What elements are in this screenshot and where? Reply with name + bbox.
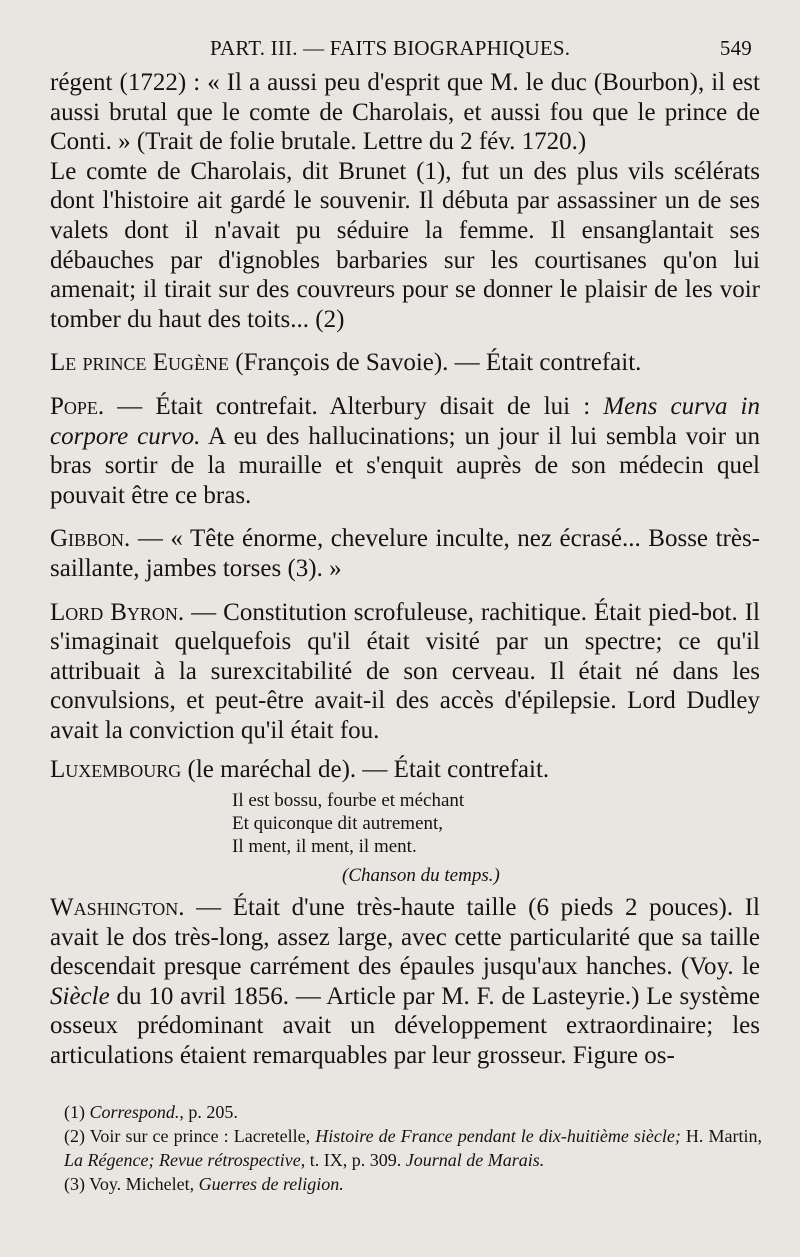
entry-washington <box>50 893 760 1071</box>
entry-text: (le maréchal de). — Était contrefait. <box>181 756 550 784</box>
entry-text: (François de Savoie). — Était contrefait. <box>229 349 642 377</box>
journal-title: Siècle <box>50 982 110 1010</box>
verse-credit: (Chanson du temps.) <box>342 865 500 887</box>
entry-name: Washington. <box>50 894 185 922</box>
body-text <box>50 68 760 1071</box>
footnote-mark: (1) <box>64 1102 90 1122</box>
paragraph-charolais <box>50 157 760 335</box>
footnote-text: H. Martin, <box>680 1126 762 1146</box>
verse-block <box>232 789 760 887</box>
footnote-italic: La Régence; Revue rétrospective, <box>64 1150 306 1170</box>
entry-text: — Était contrefait. Alterbury disait de lui : <box>104 392 604 420</box>
footnote-italic: Histoire de France pendant le dix-huitième siècle; <box>315 1126 681 1146</box>
entry-text: — « Tête énorme, chevelure inculte, nez écrasé... Bosse très-saillante, jambes torses (3). » <box>50 525 760 582</box>
footnote-text: t. IX, p. 309. <box>305 1150 406 1170</box>
latin-quote: Mens curva in corpore curvo. <box>50 392 760 450</box>
verse-line: Et quiconque dit autrement, <box>232 813 444 835</box>
entry-eugene <box>50 348 760 378</box>
verse-line: Il est bossu, fourbe et méchant <box>232 790 465 812</box>
entry-gibbon <box>50 524 760 583</box>
footnote-text: , p. 205. <box>179 1102 238 1122</box>
footnote-mark: (2) Voir sur ce prince : Lacretelle, <box>64 1126 316 1146</box>
entry-name: Le prince Eugène <box>50 349 230 377</box>
footnote-italic: Guerres de religion. <box>198 1174 344 1194</box>
running-header <box>50 30 760 68</box>
entry-name: Luxembourg <box>50 756 182 784</box>
entry-text: A eu des hallucinations; un jour il lui sembla voir un bras sortir de la muraille et s'enquit auprès de son médecin quel pouvait être ce bras. <box>50 422 760 509</box>
footnote-1 <box>64 1100 762 1124</box>
paragraph-regent-text: régent (1722) : « Il a aussi peu d'esprit que M. le duc (Bourbon), il est aussi brutal que le comte de Charolais, et aussi fou que le prince de Conti. » (Trait de folie brutale. Lettre du 2 fév. 1720.) <box>50 69 760 156</box>
paragraph-charolais-text: Le comte de Charolais, dit Brunet (1), fut un des plus vils scélérats dont l'histoire ait gardé le souvenir. Il débuta par assassiner un de ses valets dont il n'avait pu séduire la femme. Il ensanglantait ses débauches par d'ignobles barbaries sur les courtisanes qu'on lui amenait; il tirait sur des couvreurs pour se donner le plaisir de les voir tomber du haut des toits... (2) <box>50 157 760 333</box>
entry-byron <box>50 598 760 746</box>
footnote-2 <box>64 1124 762 1172</box>
footnote-italic: Journal de Marais. <box>405 1150 545 1170</box>
running-title: PART. III. — FAITS BIOGRAPHIQUES. <box>210 36 571 60</box>
entry-name: Lord Byron. <box>50 598 185 626</box>
page-number: 549 <box>719 36 752 60</box>
footnote-3 <box>64 1172 762 1196</box>
entry-name: Pope. <box>50 392 105 420</box>
entry-name: Gibbon. <box>50 525 131 553</box>
footnotes <box>64 1100 762 1196</box>
entry-luxembourg <box>50 755 760 785</box>
entry-text: — Constitution scrofuleuse, rachitique. Était pied-bot. Il s'imaginait quelquefois qu'il était visité par un spectre; ce qu'il attribuait à la surexcitabilité de son cerveau. Il était né dans les convulsions, et peut-être avait-il des accès d'épilepsie. Lord Dudley avait la conviction qu'il était fou. <box>50 598 761 744</box>
entry-text: — Était d'une très-haute taille (6 pieds 2 pouces). Il avait le dos très-long, assez large, avec cette particularité que sa taille descendait presque carrément des épaules jusqu'aux hanches. (Voy. le <box>50 894 760 981</box>
footnote-italic: Correspond. <box>89 1102 180 1122</box>
entry-text: du 10 avril 1856. — Article par M. F. de Lasteyrie.) Le système osseux prédominant avait un développement extraordinaire; les articulations étaient remarquables par leur grosseur. Figure os- <box>50 982 760 1070</box>
paragraph-regent <box>50 68 760 157</box>
footnote-mark: (3) Voy. Michelet, <box>64 1174 199 1194</box>
entry-pope <box>50 392 760 510</box>
verse-line: Il ment, il ment, il ment. <box>232 836 417 858</box>
